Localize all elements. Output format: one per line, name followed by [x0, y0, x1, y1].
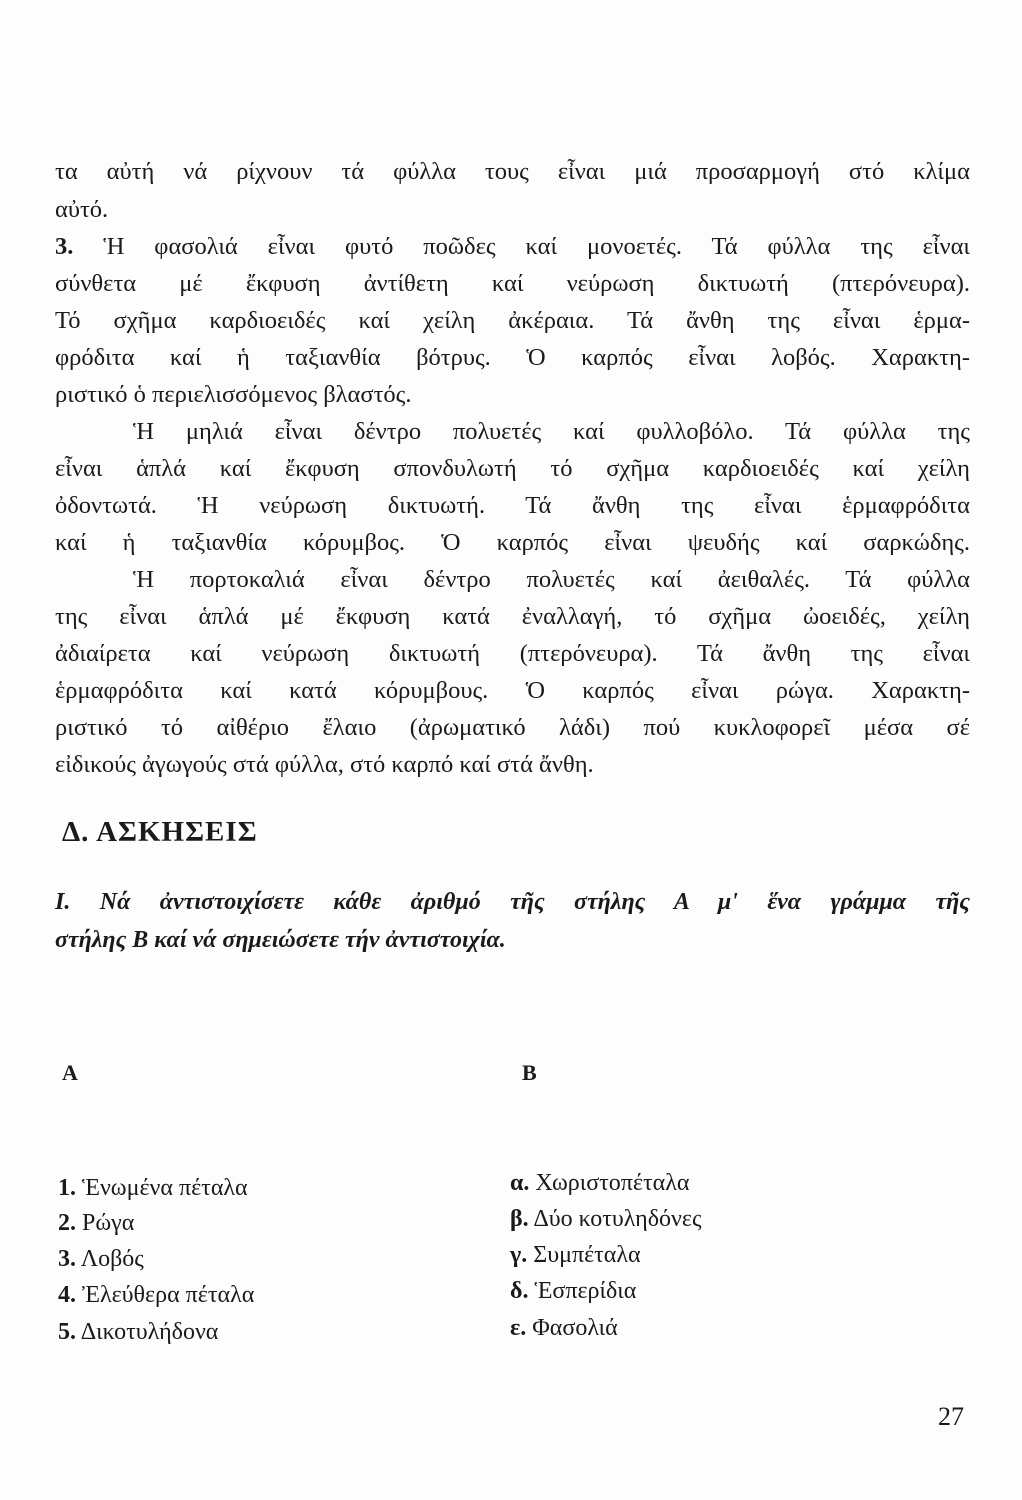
body-line: τα αὐτή νά ρίχνουν τά φύλλα τους εἶναι μιά προσαρμογή στό κλίμα — [55, 158, 970, 185]
body-line: Ἡ πορτοκαλιά εἶναι δέντρο πολυετές καί ἀειθαλές. Τά φύλλα — [133, 566, 970, 593]
column-b-item: β. Δύο κοτυληδόνες — [510, 1206, 702, 1232]
column-a-item: 2. Ρώγα — [58, 1210, 135, 1236]
body-line: Τό σχῆμα καρδιοειδές καί χείλη ἀκέραια. Τά ἄνθη της εἶναι ἑρμα- — [55, 307, 970, 334]
body-line: ἀδιαίρετα καί νεύρωση δικτυωτή (πτερόνευρα). Τά ἄνθη της εἶναι — [55, 640, 970, 667]
body-line — [55, 232, 970, 262]
section-heading: Δ. ΑΣΚΗΣΕΙΣ — [62, 816, 258, 848]
column-a-header: Α — [62, 1060, 78, 1085]
column-b-item: ε. Φασολιά — [510, 1315, 618, 1341]
column-a-item: 5. Δικοτυλήδονα — [58, 1319, 219, 1345]
body-line: σύνθετα μέ ἔκφυση ἀντίθετη καί νεύρωση δικτυωτή (πτερόνευρα). — [55, 270, 970, 297]
column-a-item: 1. Ἑνωμένα πέταλα — [58, 1175, 248, 1201]
body-line: καί ἡ ταξιανθία κόρυμβος. Ὁ καρπός εἶναι ψευδής καί σαρκώδης. — [55, 529, 970, 556]
item-number: 3. — [55, 233, 74, 260]
column-b-header: Β — [522, 1060, 537, 1085]
body-line: φρόδιτα καί ἡ ταξιανθία βότρυς. Ὁ καρπός εἶναι λοβός. Χαρακτη- — [55, 344, 970, 371]
body-line: αὐτό. — [55, 196, 109, 223]
body-line: της εἶναι ἁπλά μέ ἔκφυση κατά ἐναλλαγή, τό σχῆμα ὠοειδές, χείλη — [55, 603, 970, 630]
column-a-item: 3. Λοβός — [58, 1246, 144, 1272]
body-line: ριστικό τό αἰθέριο ἔλαιο (ἀρωματικό λάδι) πού κυκλοφορεῖ μέσα σέ — [55, 714, 970, 741]
column-b-item: α. Χωριστοπέταλα — [510, 1170, 690, 1196]
page-number: 27 — [938, 1402, 964, 1431]
column-b-item: δ. Ἑσπερίδια — [510, 1278, 637, 1304]
body-line: εἶναι ἁπλά καί ἔκφυση σπονδυλωτή τό σχῆμα καρδιοειδές καί χείλη — [55, 455, 970, 482]
column-b-item: γ. Συμπέταλα — [510, 1242, 641, 1268]
body-line: εἰδικούς ἀγωγούς στά φύλλα, στό καρπό καί στά ἄνθη. — [55, 751, 594, 778]
exercise-instruction-line: I. Νά ἀντιστοιχίσετε κάθε ἀριθμό τῆς στήλης Α μ' ἕνα γράμμα τῆς — [55, 889, 970, 915]
body-line-text: Ἡ φασολιά εἶναι φυτό ποῶδες καί μονοετές. Τά φύλλα της εἶναι — [103, 233, 970, 260]
column-a-item: 4. Ἐλεύθερα πέταλα — [58, 1282, 255, 1308]
body-line: Ἡ μηλιά εἶναι δέντρο πολυετές καί φυλλοβόλο. Τά φύλλα της — [133, 418, 970, 445]
body-line: ριστικό ὁ περιελισσόμενος βλαστός. — [55, 381, 412, 408]
body-line: ὀδοντωτά. Ἡ νεύρωση δικτυωτή. Τά ἄνθη της εἶναι ἑρμαφρόδιτα — [55, 492, 970, 519]
exercise-instruction-line: στήλης Β καί νά σημειώσετε τήν ἀντιστοιχία. — [55, 927, 506, 953]
body-line: ἑρμαφρόδιτα καί κατά κόρυμβους. Ὁ καρπός εἶναι ρώγα. Χαρακτη- — [55, 677, 970, 704]
